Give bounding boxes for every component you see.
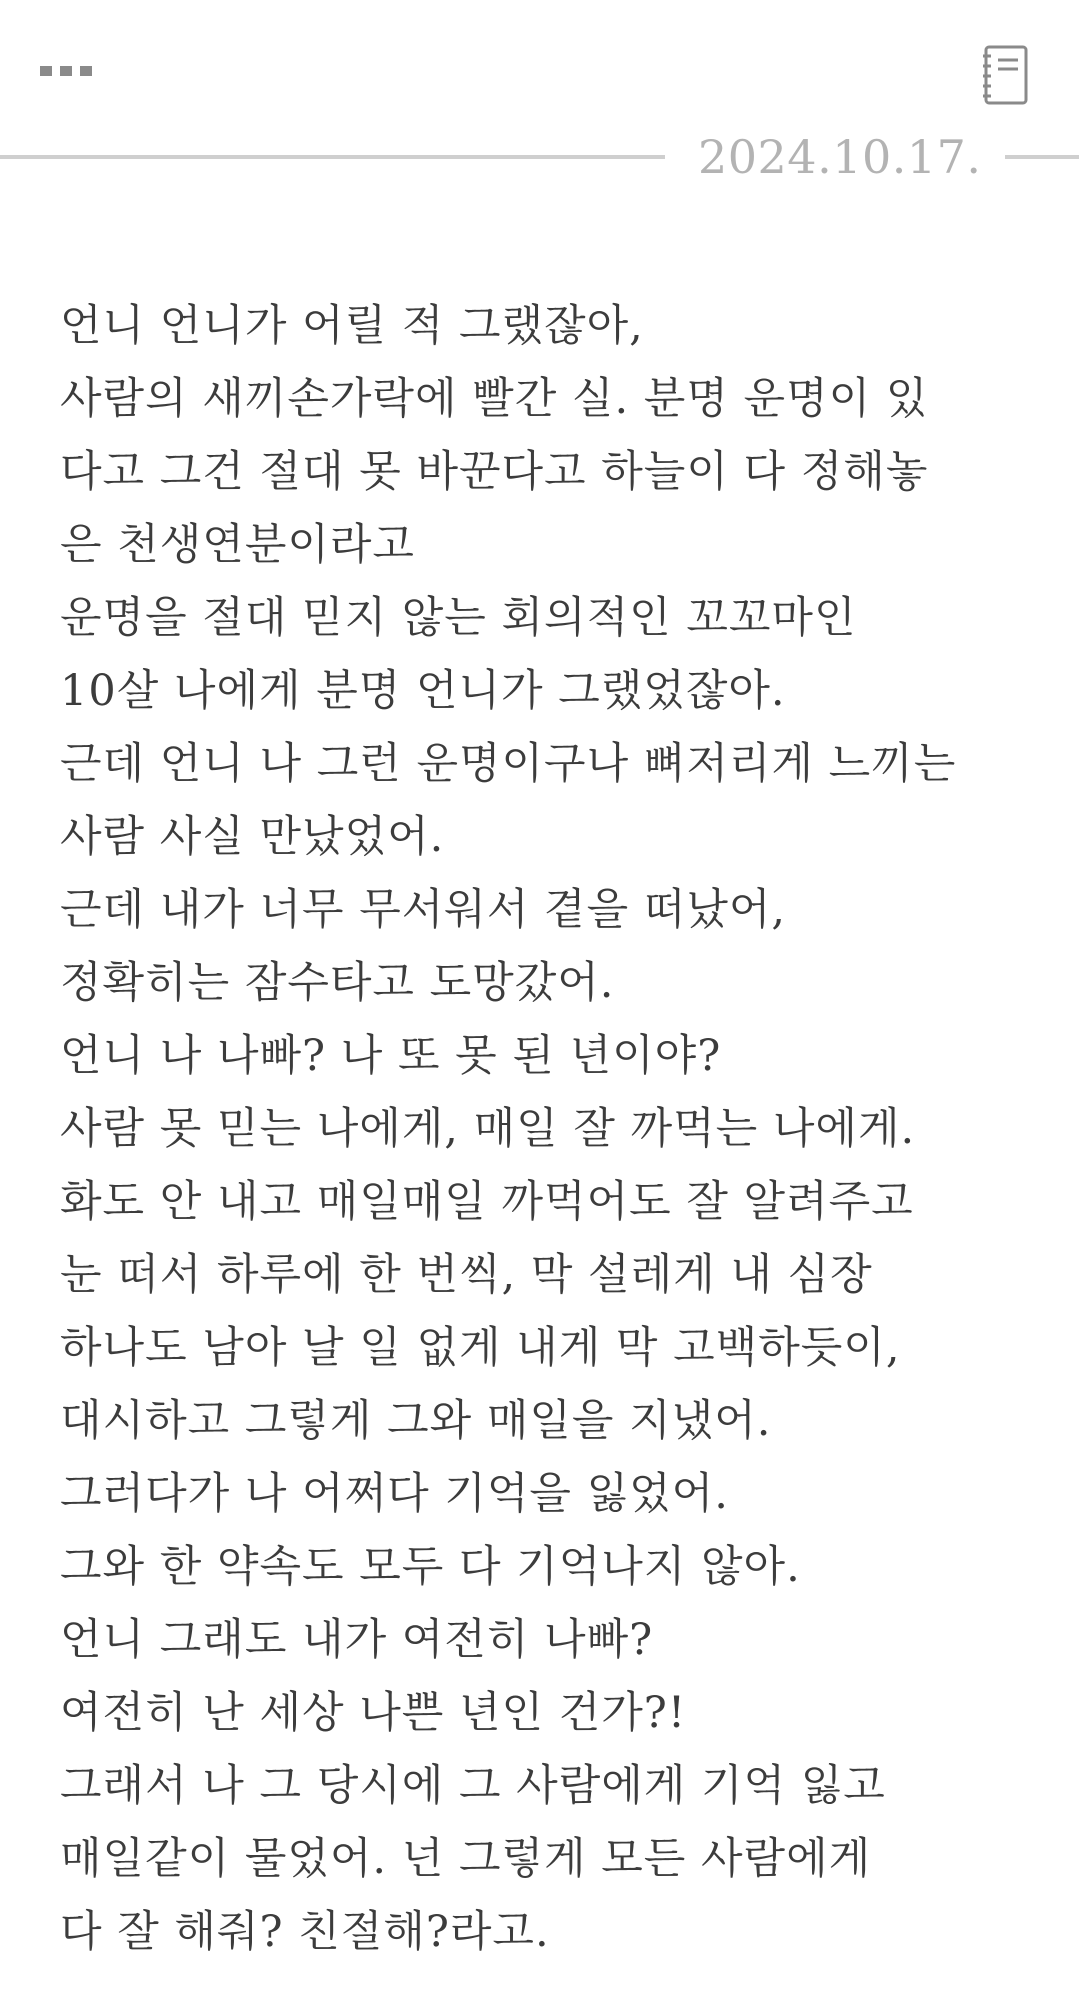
entry-date: 2024.10.17. <box>698 130 982 184</box>
text-line: 근데 내가 너무 무서워서 곁을 떠났어, <box>60 885 787 935</box>
text-line: 매일같이 물었어. 넌 그렇게 모든 사람에게 <box>60 1834 872 1884</box>
text-line: 하나도 남아 날 일 없게 내게 막 고백하듯이, <box>60 1323 901 1373</box>
divider-right <box>1005 155 1079 159</box>
more-dots-icon[interactable] <box>40 66 100 80</box>
text-line: 화도 안 내고 매일매일 까먹어도 잘 알려주고 <box>60 1177 914 1227</box>
text-line: 대시하고 그렇게 그와 매일을 지냈어. <box>60 1396 772 1446</box>
text-line: 그와 한 약속도 모두 다 기억나지 않아. <box>60 1542 801 1592</box>
text-line: 언니 그래도 내가 여전히 나빠? <box>60 1615 654 1665</box>
text-line: 근데 언니 나 그런 운명이구나 뼈저리게 느끼는 <box>60 739 957 789</box>
entry-body[interactable] <box>60 290 1060 1969</box>
dot <box>40 66 52 76</box>
text-line: 그래서 나 그 당시에 그 사람에게 기억 잃고 <box>60 1761 886 1811</box>
dot <box>80 66 92 76</box>
text-line: 10살 나에게 분명 언니가 그랬었잖아. <box>60 666 786 716</box>
text-line: 은 천생연분이라고 <box>60 520 415 570</box>
date-header <box>0 128 1079 188</box>
text-line: 여전히 난 세상 나쁜 년인 건가?! <box>60 1688 687 1738</box>
divider-left <box>0 155 665 159</box>
text-line: 눈 떠서 하루에 한 번씩, 막 설레게 내 심장 <box>60 1250 873 1300</box>
top-bar <box>0 0 1079 130</box>
dot <box>60 66 72 76</box>
text-line: 다 잘 해줘? 친절해?라고. <box>60 1907 550 1957</box>
text-line: 운명을 절대 믿지 않는 회의적인 꼬꼬마인 <box>60 593 857 643</box>
text-line: 사람 못 믿는 나에게, 매일 잘 까먹는 나에게. <box>60 1104 916 1154</box>
text-line: 언니 언니가 어릴 적 그랬잖아, <box>60 301 644 351</box>
text-line: 그러다가 나 어쩌다 기억을 잃었어. <box>60 1469 729 1519</box>
text-line: 다고 그건 절대 못 바꾼다고 하늘이 다 정해놓 <box>60 447 929 497</box>
text-line: 사람 사실 만났었어. <box>60 812 445 862</box>
text-line: 언니 나 나빠? 나 또 못 된 년이야? <box>60 1031 722 1081</box>
notebook-icon[interactable] <box>980 44 1030 106</box>
text-line: 정확히는 잠수타고 도망갔어. <box>60 958 615 1008</box>
text-line: 사람의 새끼손가락에 빨간 실. 분명 운명이 있 <box>60 374 929 424</box>
